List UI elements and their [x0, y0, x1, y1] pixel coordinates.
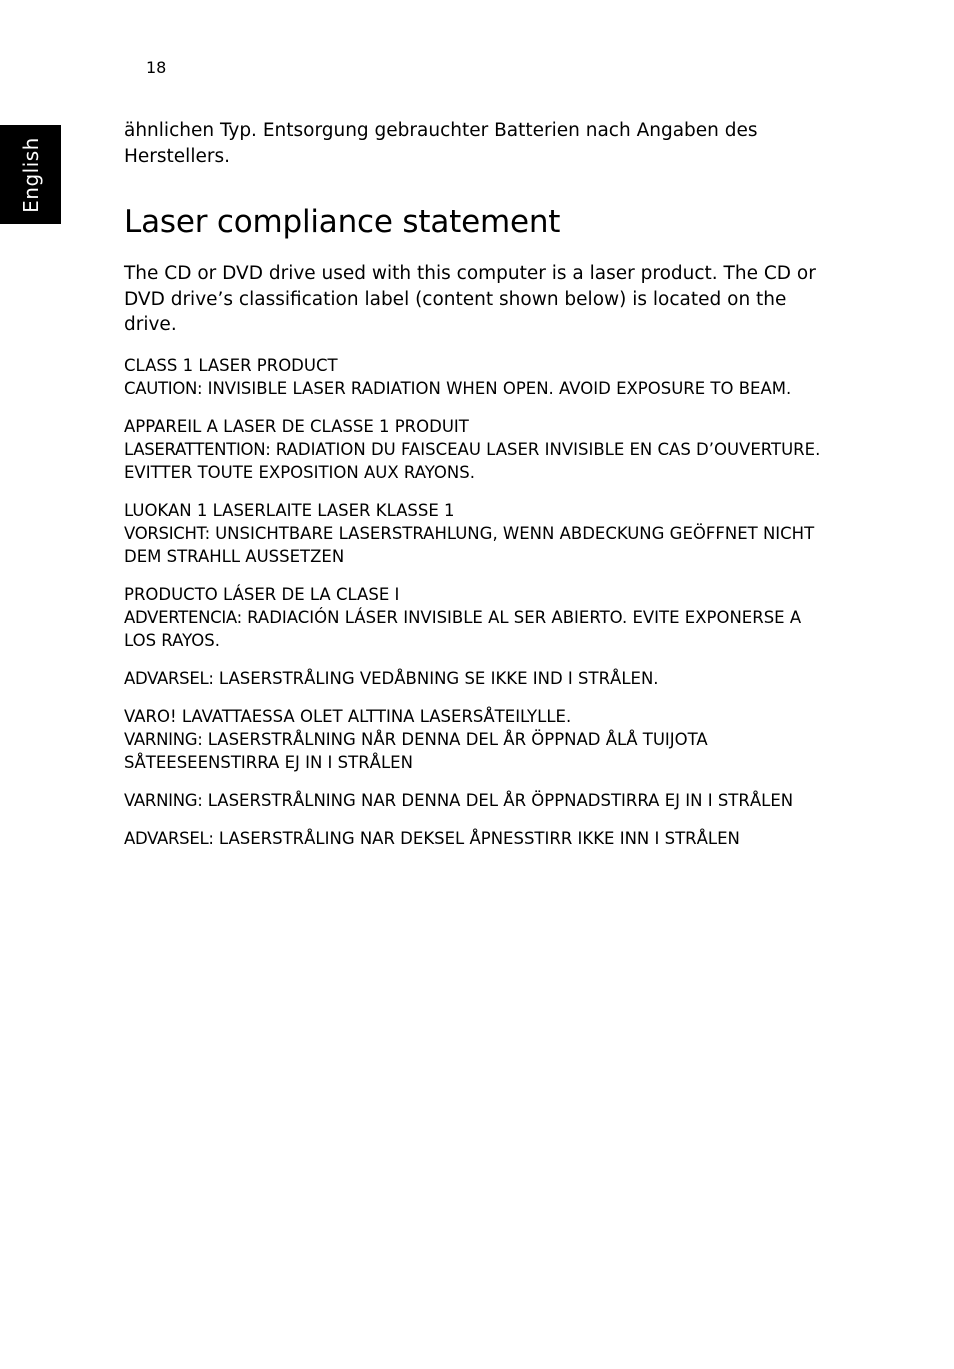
label-keyword: ADVERTENCIA: — [124, 607, 242, 627]
label-heading: PRODUCTO LÁSER DE LA CLASE I — [124, 584, 400, 604]
label-keyword: LASERATTENTION: — [124, 439, 271, 459]
intro-paragraph: ähnlichen Typ. Entsorgung gebrauchter Batterien nach Angaben des Herstellers. — [124, 120, 758, 167]
label-text: RADIACIÓN LÁSER INVISIBLE AL SER ABIERTO. EVITE EXPONERSE A LOS RAYOS. — [124, 607, 802, 650]
label-block-es — [124, 583, 824, 652]
label-warning — [124, 827, 824, 850]
label-warning — [124, 606, 824, 652]
label-warning — [124, 728, 824, 774]
label-warning — [124, 789, 824, 812]
label-heading: APPAREIL A LASER DE CLASSE 1 PRODUIT — [124, 416, 469, 436]
label-warning — [124, 438, 824, 484]
label-warning — [124, 377, 824, 400]
section-title: Laser compliance statement — [124, 204, 561, 240]
page-content — [124, 118, 824, 850]
language-side-tab — [0, 125, 61, 224]
label-keyword: VARNING: — [124, 729, 203, 749]
label-block-no — [124, 827, 824, 850]
label-block-de — [124, 499, 824, 568]
label-keyword: ADVARSEL: — [124, 828, 214, 848]
label-block-en — [124, 354, 824, 400]
side-tab-label: English — [18, 136, 43, 213]
label-heading: VARO! LAVATTAESSA OLET ALTTINA LASERSÅTEILYLLE. — [124, 706, 572, 726]
label-heading: CLASS 1 LASER PRODUCT — [124, 355, 338, 375]
label-keyword: VARNING: — [124, 790, 203, 810]
page-number: 18 — [146, 58, 167, 77]
label-block-sv — [124, 789, 824, 812]
label-heading: LUOKAN 1 LASERLAITE LASER KLASSE 1 — [124, 500, 455, 520]
label-warning — [124, 667, 824, 690]
label-text: LASERSTRÅLING NAR DEKSEL ÅPNESSTIRR IKKE INN I STRÅLEN — [213, 828, 740, 848]
label-text: INVISIBLE LASER RADIATION WHEN OPEN. AVOID EXPOSURE TO BEAM. — [202, 378, 792, 398]
label-block-da — [124, 667, 824, 690]
label-text: UNSICHTBARE LASERSTRAHLUNG, WENN ABDECKUNG GEÖFFNET NICHT DEM STRAHLL AUSSETZEN — [124, 523, 815, 566]
label-text: RADIATION DU FAISCEAU LASER INVISIBLE EN CAS D’OUVERTURE. EVITTER TOUTE EXPOSITION AUX RAYONS. — [124, 439, 821, 482]
label-keyword: VORSICHT: — [124, 523, 210, 543]
label-block-fi-sv — [124, 705, 824, 774]
label-block-fr — [124, 415, 824, 484]
label-warning — [124, 522, 824, 568]
label-text: LASERSTRÅLNING NÅR DENNA DEL ÅR ÖPPNAD ÅLÅ TUIJOTA SÅTEESEENSTIRRA EJ IN I STRÅLEN — [124, 729, 708, 772]
label-keyword: ADVARSEL: — [124, 668, 214, 688]
section-paragraph: The CD or DVD drive used with this computer is a laser product. The CD or DVD drive’s classification label (content shown below) is located on the drive. — [124, 263, 816, 335]
label-text: LASERSTRÅLNING NAR DENNA DEL ÅR ÖPPNADSTIRRA EJ IN I STRÅLEN — [202, 790, 794, 810]
label-keyword: CAUTION: — [124, 378, 203, 398]
label-text: LASERSTRÅLING VEDÅBNING SE IKKE IND I STRÅLEN. — [213, 668, 659, 688]
